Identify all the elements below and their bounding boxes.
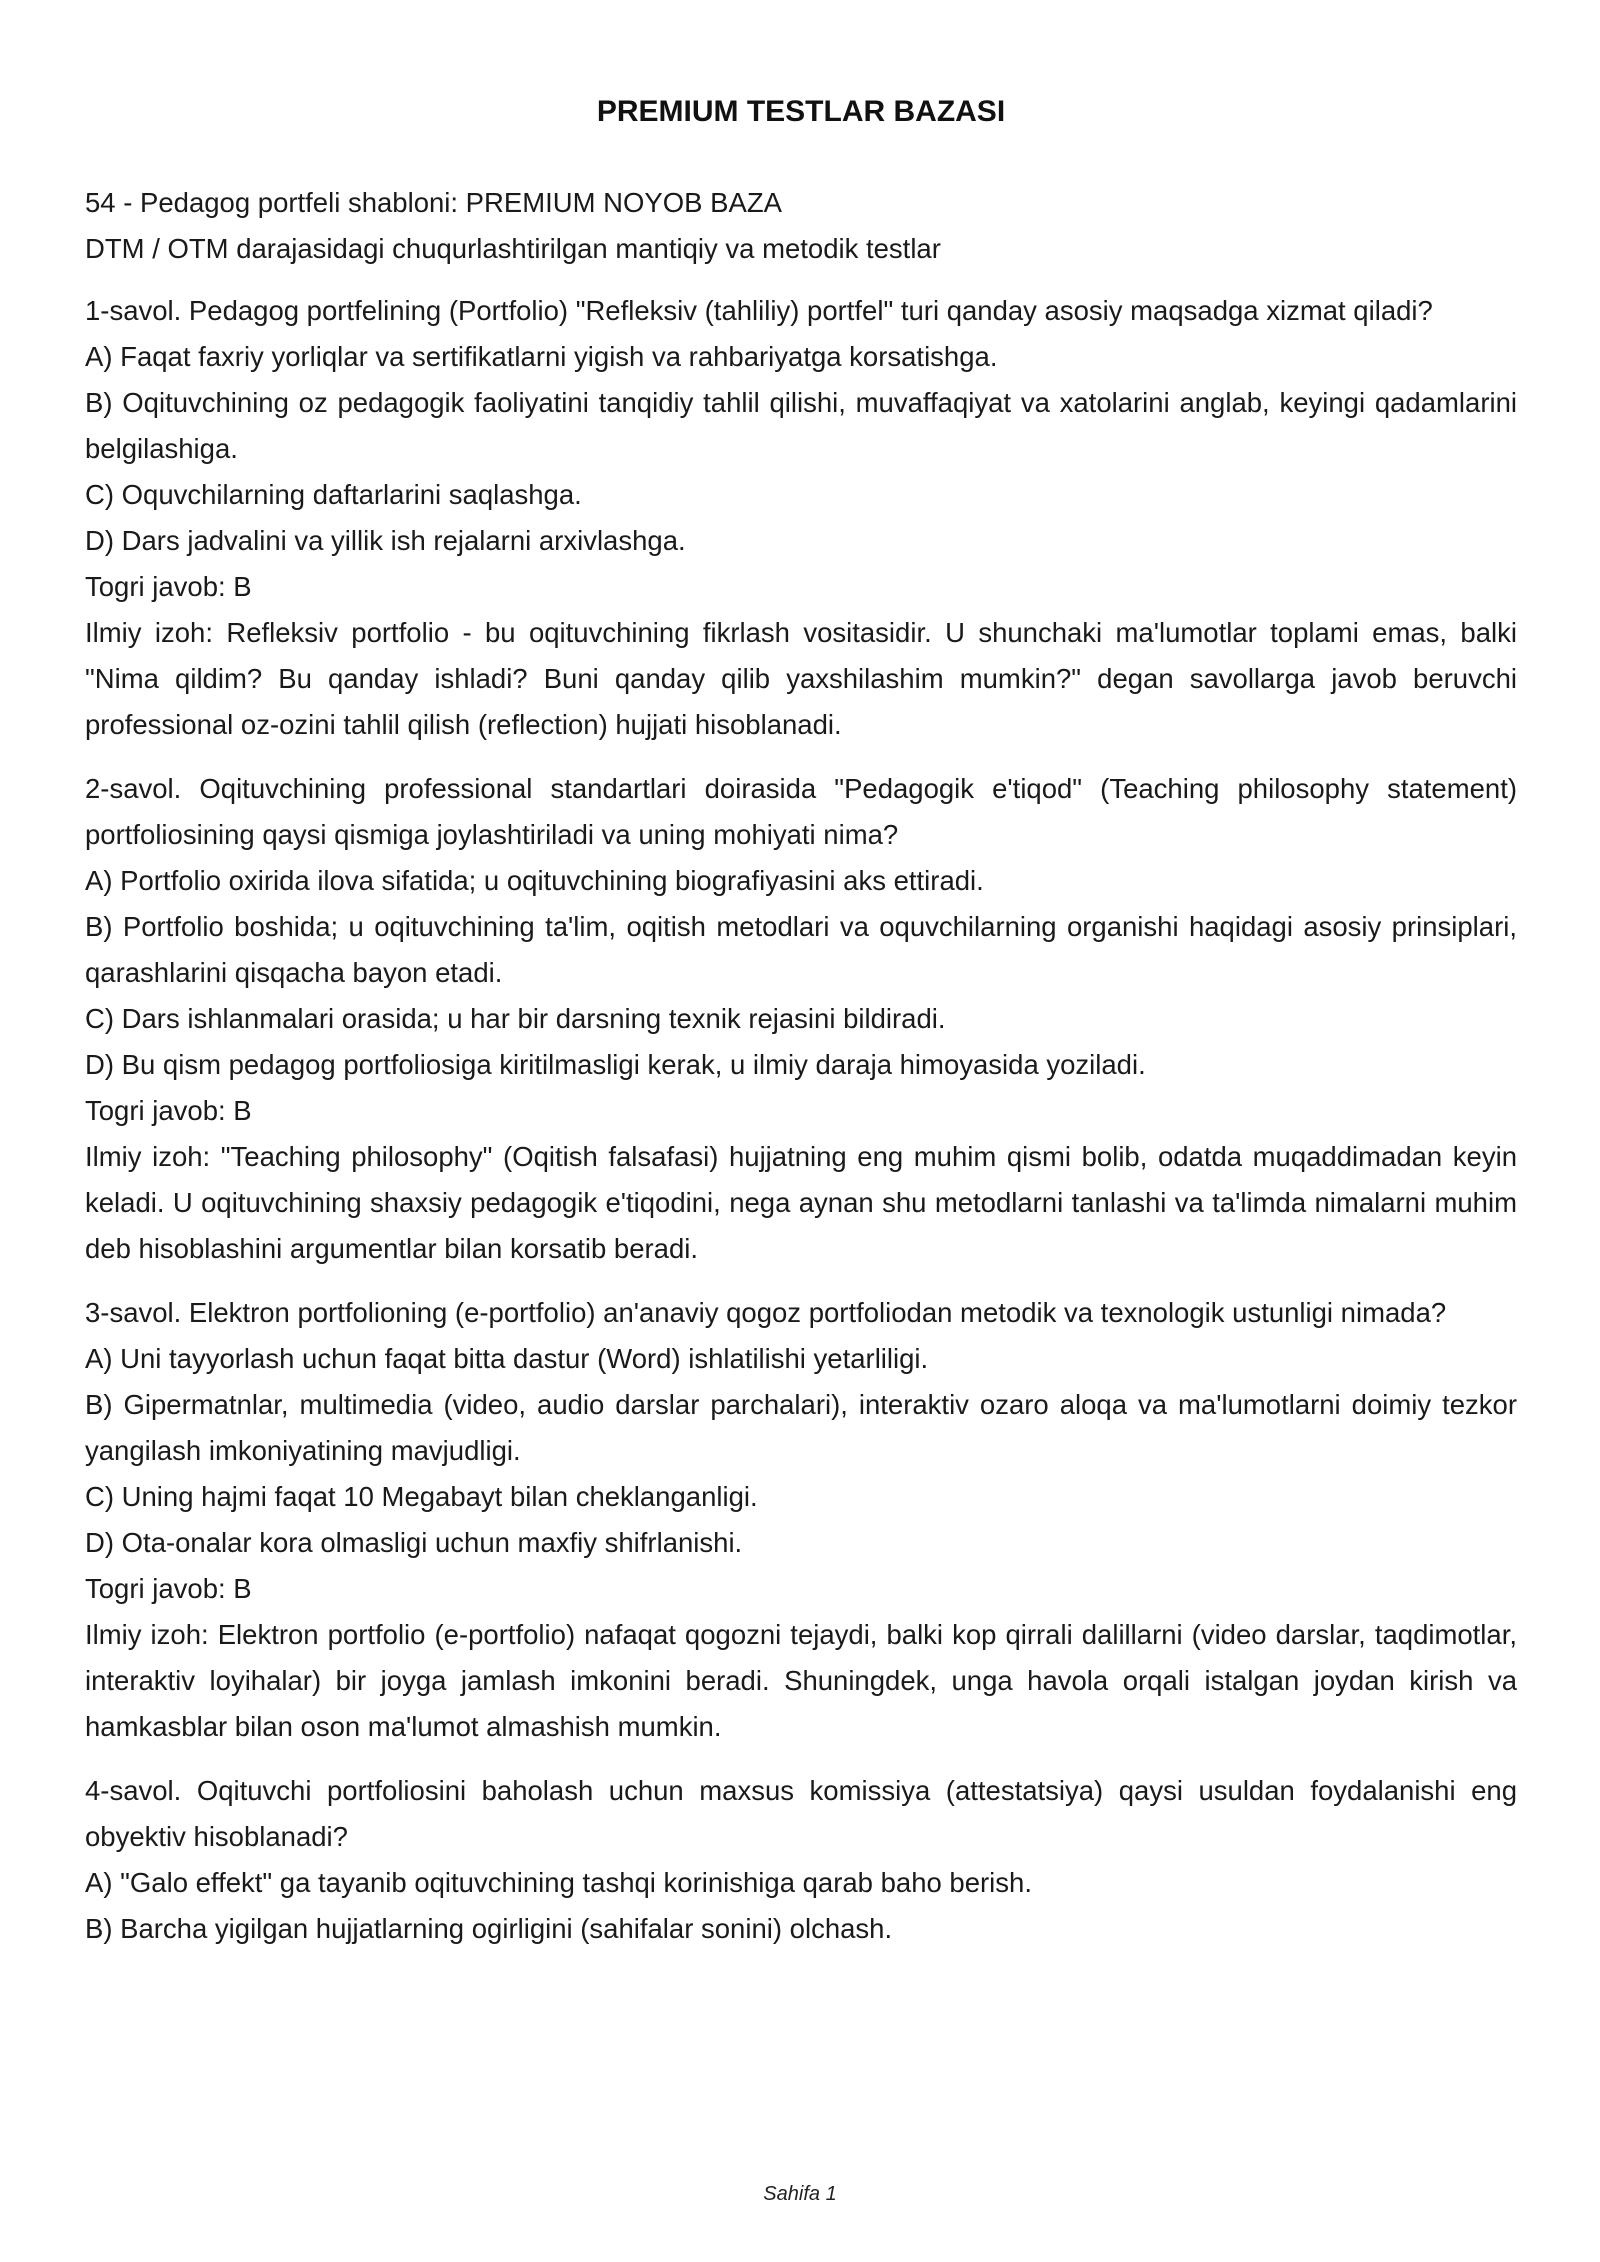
option-b: B) Portfolio boshida; u oqituvchining ta'lim, oqitish metodlari va oquvchilarning organishi haqidagi asosiy prinsiplari, qarashlarini qisqacha bayon etadi. <box>85 911 1517 988</box>
option-b: B) Gipermatnlar, multimedia (video, audio darslar parchalari), interaktiv ozaro aloqa va ma'lumotlarni doimiy tezkor yangilash imkoniyatining mavjudligi. <box>85 1389 1517 1466</box>
document-title: PREMIUM TESTLAR BAZASI <box>596 95 1006 128</box>
subtitle-line-2: DTM / OTM darajasidagi chuqurlashtirilgan mantiqiy va metodik testlar <box>85 233 941 264</box>
question-block <box>85 288 1517 748</box>
option-a: A) Portfolio oxirida ilova sifatida; u oqituvchining biografiyasini aks ettiradi. <box>85 865 984 896</box>
page-footer: Sahifa 1 <box>763 2183 837 2205</box>
question-block <box>85 1290 1517 1750</box>
question-block <box>85 1768 1517 1952</box>
correct-answer: Togri javob: B <box>85 571 252 602</box>
option-a: A) Uni tayyorlash uchun faqat bitta dastur (Word) ishlatilishi yetarliligi. <box>85 1343 929 1374</box>
question-text: 1-savol. Pedagog portfelining (Portfolio) "Refleksiv (tahliliy) portfel" turi qanday asosiy maqsadga xizmat qiladi? <box>85 295 1433 326</box>
option-c: C) Oquvchilarning daftarlarini saqlashga. <box>85 479 582 510</box>
option-a: A) Faqat faxriy yorliqlar va sertifikatlarni yigish va rahbariyatga korsatishga. <box>85 341 998 372</box>
explanation: Ilmiy izoh: Refleksiv portfolio - bu oqituvchining fikrlash vositasidir. U shunchaki ma'lumotlar toplami emas, balki "Nima qildim? Bu qanday ishladi? Buni qanday qilib yaxshilashim mumkin?" degan savollarga javob beruvchi professional oz-ozini tahlil qilish (reflection) hujjati hisoblanadi. <box>85 617 1517 740</box>
question-text: 2-savol. Oqituvchining professional standartlari doirasida "Pedagogik e'tiqod" (Teaching philosophy statement) portfoliosining qaysi qismiga joylashtiriladi va uning mohiyati nima? <box>85 773 1517 850</box>
document-page <box>85 92 1517 1970</box>
option-d: D) Dars jadvalini va yillik ish rejalarni arxivlashga. <box>85 525 686 556</box>
option-c: C) Dars ishlanmalari orasida; u har bir darsning texnik rejasini bildiradi. <box>85 1003 946 1034</box>
correct-answer: Togri javob: B <box>85 1095 252 1126</box>
correct-answer: Togri javob: B <box>85 1573 252 1604</box>
option-d: D) Bu qism pedagog portfoliosiga kiritilmasligi kerak, u ilmiy daraja himoyasida yoziladi. <box>85 1049 1146 1080</box>
explanation: Ilmiy izoh: Elektron portfolio (e-portfolio) nafaqat qogozni tejaydi, balki kop qirrali dalillarni (video darslar, taqdimotlar, interaktiv loyihalar) bir joyga jamlash imkonini beradi. Shuningdek, unga havola orqali istalgan joydan kirish va hamkasblar bilan oson ma'lumot almashish mumkin. <box>85 1619 1517 1742</box>
explanation: Ilmiy izoh: "Teaching philosophy" (Oqitish falsafasi) hujjatning eng muhim qismi bolib, odatda muqaddimadan keyin keladi. U oqituvchining shaxsiy pedagogik e'tiqodini, nega aynan shu metodlarni tanlashi va ta'limda nimalarni muhim deb hisoblashini argumentlar bilan korsatib beradi. <box>85 1141 1517 1264</box>
document-intro <box>85 180 1517 272</box>
option-a: A) "Galo effekt" ga tayanib oqituvchining tashqi korinishiga qarab baho berish. <box>85 1867 1032 1898</box>
option-d: D) Ota-onalar kora olmasligi uchun maxfiy shifrlanishi. <box>85 1527 743 1558</box>
option-b: B) Barcha yigilgan hujjatlarning ogirligini (sahifalar sonini) olchash. <box>85 1913 893 1944</box>
option-c: C) Uning hajmi faqat 10 Megabayt bilan cheklanganligi. <box>85 1481 758 1512</box>
question-text: 4-savol. Oqituvchi portfoliosini baholash uchun maxsus komissiya (attestatsiya) qaysi usuldan foydalanishi eng obyektiv hisoblanadi? <box>85 1775 1517 1852</box>
option-b: B) Oqituvchining oz pedagogik faoliyatini tanqidiy tahlil qilishi, muvaffaqiyat va xatolarini anglab, keyingi qadamlarini belgilashiga. <box>85 387 1517 464</box>
question-text: 3-savol. Elektron portfolioning (e-portfolio) an'anaviy qogoz portfoliodan metodik va texnologik ustunligi nimada? <box>85 1297 1447 1328</box>
question-block <box>85 766 1517 1272</box>
subtitle-line-1: 54 - Pedagog portfeli shabloni: PREMIUM NOYOB BAZA <box>85 187 782 218</box>
